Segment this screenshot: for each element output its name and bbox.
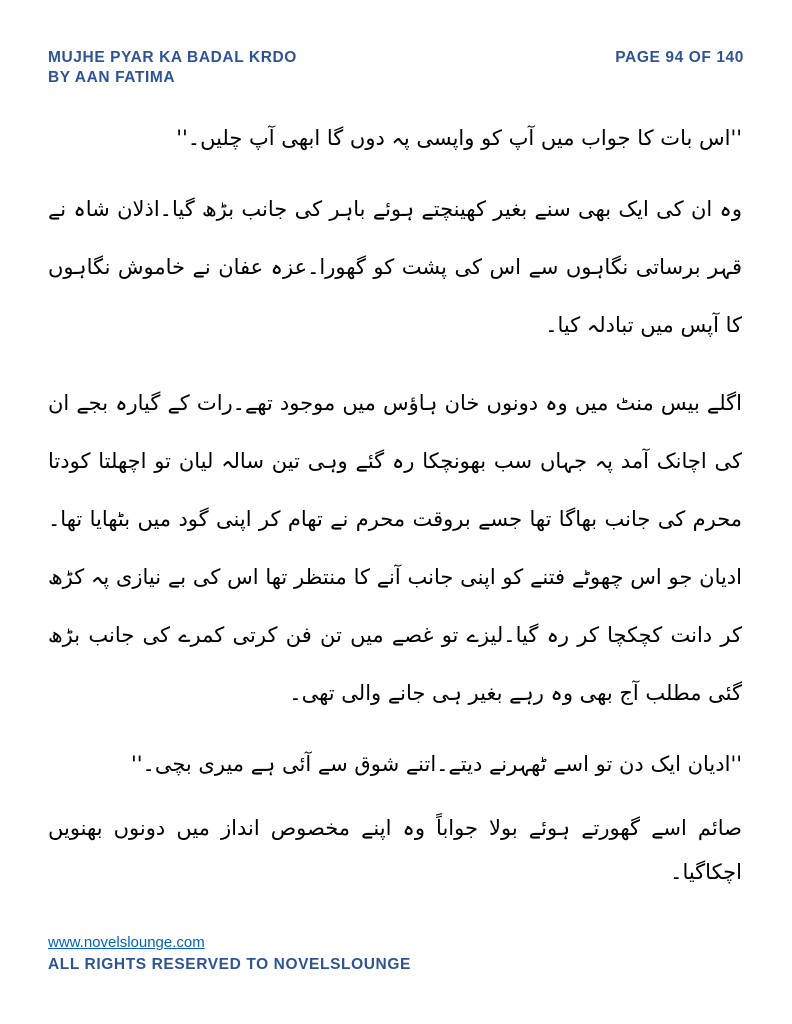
narration-paragraph: وہ ان کی ایک بھی سنے بغیر کھینچتے ہوئے باہر کی جانب بڑھ گیا۔اذلان شاہ نے قہر برساتی نگاہوں سے اس کی پشت کو گھورا۔عزہ عفان نے خاموش نگاہوں کا آپس میں تبادلہ کیا۔ <box>48 197 742 337</box>
narration-paragraph: صائم اسے گھورتے ہوئے بولا جواباً وہ اپنے مخصوص انداز میں دونوں بھنویں اچکاگیا۔ <box>48 816 742 884</box>
author-line: BY AAN FATIMA <box>48 69 176 86</box>
book-title: MUJHE PYAR KA BADAL KRDO <box>48 49 297 66</box>
page-header <box>48 48 744 88</box>
narration-paragraph: اگلے بیس منٹ میں وہ دونوں خان ہاؤس میں موجود تھے۔رات کے گیارہ بجے ان کی اچانک آمد پہ جہاں سب بھونچکا رہ گئے وہی تین سالہ لیان تو اچھلتا کودتا محرم کی جانب بھاگا تھا جسے بروقت محرم نے تھام کر اپنی گود میں بٹھایا تھا۔ادیان جو اس چھوٹے فتنے کو اپنی جانب آنے کا منتظر تھا اس کی بے نیازی پہ کڑھ کر دانت کچکچا کر رہ گیا۔لیزے تو غصے میں تن فن کرتی کمرے کی جانب بڑھ گئی مطلب آج بھی وہ رہے بغیر ہی جانے والی تھی۔ <box>48 391 742 705</box>
page-number: PAGE 94 OF 140 <box>615 49 744 66</box>
website-link[interactable]: www.novelslounge.com <box>48 934 205 951</box>
dialogue-paragraph: ''اس بات کا جواب میں آپ کو واپسی پہ دوں گا ابھی آپ چلیں۔'' <box>176 126 742 150</box>
dialogue-paragraph: ''ادیان ایک دن تو اسے ٹھہرنے دیتے۔اتنے شوق سے آئی ہے میری بچی۔'' <box>131 752 742 776</box>
rights-notice: ALL RIGHTS RESERVED TO NOVELSLOUNGE <box>48 956 411 973</box>
story-body <box>48 116 742 914</box>
page-footer <box>48 932 411 976</box>
